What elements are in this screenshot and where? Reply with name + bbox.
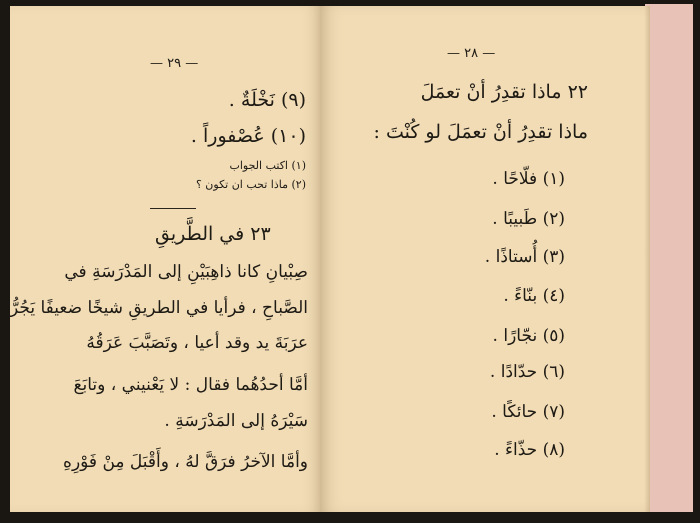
page-number: — ٢٩ — [150, 56, 199, 71]
text-line: وأمَّا الآخرُ فرَقَّ لهُ ، وأَقْبَلَ مِنْ فَوْرِهِ [63, 452, 308, 472]
list-item: (٧) حائكًا . [491, 402, 565, 422]
exercise-line: (١) اكتب الجواب [229, 159, 306, 172]
page-number: — ٢٨ — [447, 46, 496, 61]
text-line: الصَّباحِ ، فرأيا في الطريقِ شيخًا ضعيفًا يَجُرُّ [10, 298, 308, 318]
text-line: أمَّا أحدُهُما فقال : لا يَعْنيني ، وتابَعَ [73, 375, 308, 395]
lesson-title: ٢٣ في الطَّريقِ [155, 223, 271, 245]
text-line: عرَبَةَ يد وقد أعيا ، وتَصَبَّبَ عَرَقُهُ [86, 333, 308, 353]
right-page [320, 6, 650, 512]
divider [150, 208, 196, 209]
list-item: (١٠) عُصْفوراً . [190, 125, 306, 147]
list-item: (٣) أُستاذًا . [484, 247, 565, 267]
list-item: (٢) طَبيبًا . [492, 209, 565, 229]
exercise-line: (٢) ماذا تحب ان تكون ؟ [195, 178, 306, 191]
text-line: سَيْرَهُ إلى المَدْرَسَةِ . [164, 411, 308, 431]
list-item: (٨) حذّاءً . [494, 440, 565, 460]
list-item: (٥) نجّارًا . [492, 326, 565, 346]
back-sheet [645, 4, 693, 512]
list-item: (١) فلّاحًا . [492, 169, 565, 189]
question-line: ماذا تقدِرُ أنْ تعمَلَ لو كُنْتَ : [373, 121, 588, 143]
list-item: (٤) بنّاءً . [503, 286, 565, 306]
list-item: (٩) نَخْلَةٌ . [228, 89, 306, 111]
left-page [10, 6, 320, 512]
section-heading: ٢٢ ماذا تقدِرُ أنْ تعمَلَ [420, 81, 588, 103]
text-line: صِبْيانِ كانا ذاهِبَيْنِ إلى المَدْرَسَةِ في [64, 262, 308, 282]
list-item: (٦) حدّادًا . [489, 362, 565, 382]
